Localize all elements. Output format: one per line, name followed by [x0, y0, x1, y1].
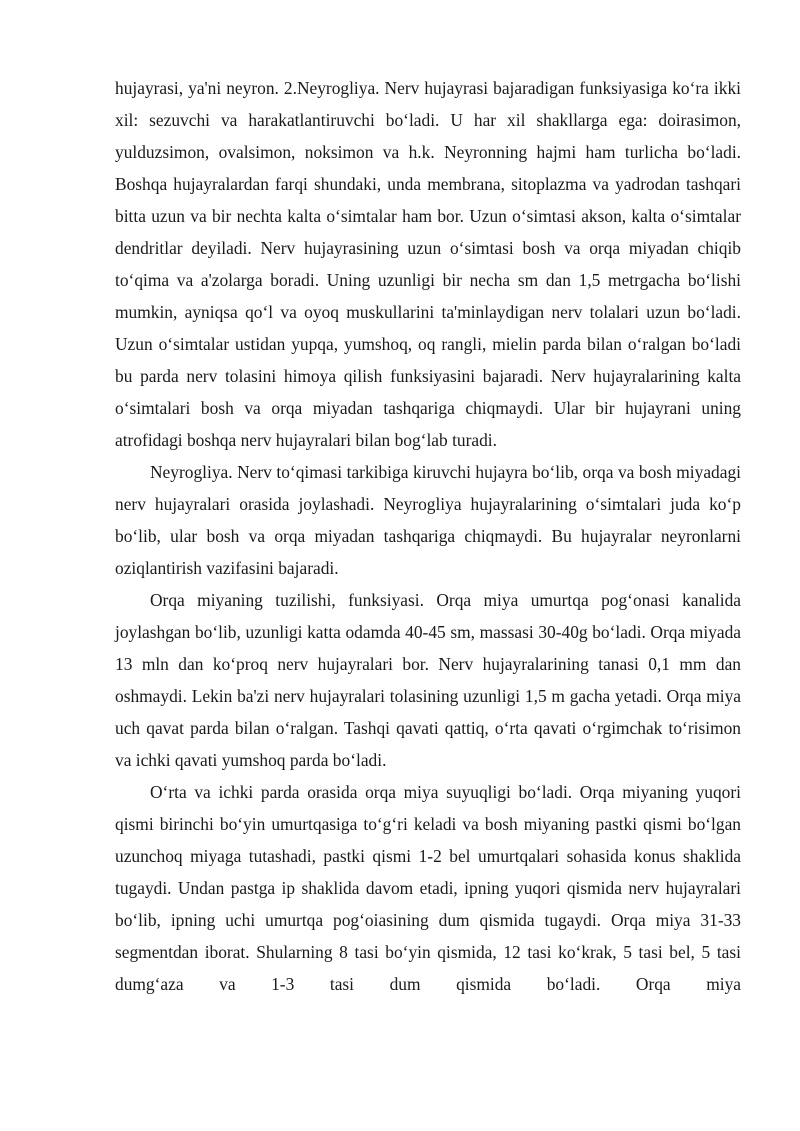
paragraph-neyron: hujayrasi, ya'ni neyron. 2.Neyrogliya. Nerv hujayrasi bajaradigan funksiyasiga ko‘ra ikki xil: sezuvchi va harakatlantiruvchi bo‘ladi. U har xil shakllarga ega: doirasimon, yulduzsimon, ovalsimon, noksimon va h.k. Neyronning hajmi ham turlicha bo‘ladi. Boshqa hujayralardan farqi shundaki, unda membrana, sitoplazma va yadrodan tashqari bitta uzun va bir nechta kalta o‘simtalar ham bor. Uzun o‘simtasi akson, kalta o‘simtalar dendritlar deyiladi. Nerv hujayrasining uzun o‘simtasi bosh va orqa miyadan chiqib to‘qima va a'zolarga boradi. Uning uzunligi bir necha sm dan 1,5 metrgacha bo‘lishi mumkin, ayniqsa qo‘l va oyoq muskullarini ta'minlaydigan nerv tolalari uzun bo‘ladi. Uzun o‘simtalar ustidan yupqa, yumshoq, oq rangli, mielin parda bilan o‘ralgan bo‘ladi bu parda nerv tolasini himoya qilish funksiyasini bajaradi. Nerv hujayralarining kalta o‘simtalari bosh va orqa miyadan tashqariga chiqmaydi. Ular bir hujayrani uning atrofidagi boshqa nerv hujayralari bilan bog‘lab turadi.: [115, 78, 741, 450]
paragraph-neyrogliya: Neyrogliya. Nerv to‘qimasi tarkibiga kiruvchi hujayra bo‘lib, orqa va bosh miyadagi nerv hujayralari orasida joylashadi. Neyrogliya hujayralarining o‘simtalari juda ko‘p bo‘lib, ular bosh va orqa miyadan tashqariga chiqmaydi. Bu hujayralar neyronlarni oziqlantirish vazifasini bajaradi.: [115, 462, 741, 578]
paragraph-orqa-miya-parda: O‘rta va ichki parda orasida orqa miya suyuqligi bo‘ladi. Orqa miyaning yuqori qismi birinchi bo‘yin umurtqasiga to‘g‘ri keladi va bosh miyaning pastki qismi bo‘lgan uzunchoq miyaga tutashadi, pastki qismi 1-2 bel umurtqalari sohasida konus shaklida tugaydi. Undan pastga ip shaklida davom etadi, ipning yuqori qismida nerv hujayralari bo‘lib, ipning uchi umurtqa pog‘oiasining dum qismida tugaydi. Orqa miya 31-33 segmentdan iborat. Shularning 8 tasi bo‘yin qismida, 12 tasi ko‘krak, 5 tasi bel, 5 tasi dumg‘aza va 1-3 tasi dum qismida bo‘ladi. Orqa miya: [115, 782, 741, 994]
paragraph-orqa-miya-tuzilishi: Orqa miyaning tuzilishi, funksiyasi. Orqa miya umurtqa pog‘onasi kanalida joylashgan bo‘lib, uzunligi katta odamda 40-45 sm, massasi 30-40g bo‘ladi. Orqa miyada 13 mln dan ko‘proq nerv hujayralari bor. Nerv hujayralarining tanasi 0,1 mm dan oshmaydi. Lekin ba'zi nerv hujayralari tolasining uzunligi 1,5 m gacha yetadi. Orqa miya uch qavat parda bilan o‘ralgan. Tashqi qavati qattiq, o‘rta qavati o‘rgimchak to‘risimon va ichki qavati yumshoq parda bo‘ladi.: [115, 590, 741, 770]
document-page: [115, 72, 741, 1000]
